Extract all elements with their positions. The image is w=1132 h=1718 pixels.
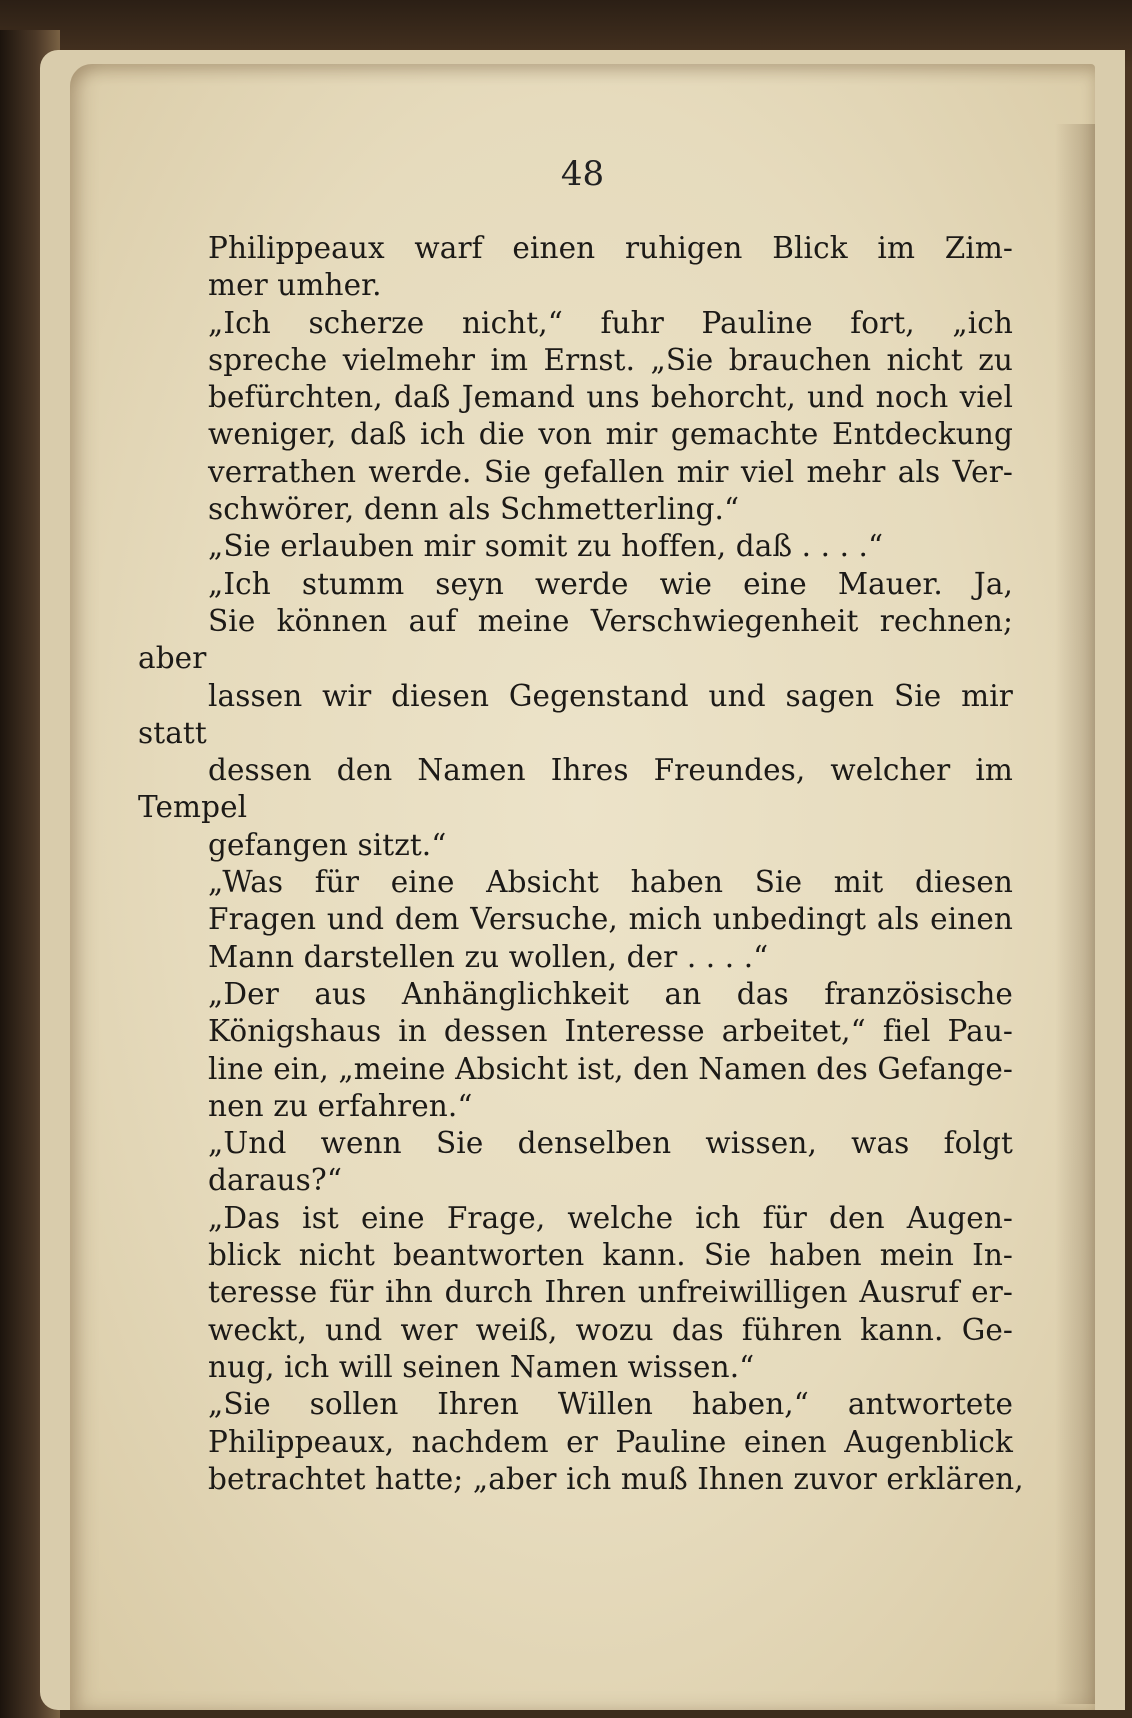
paragraph — [138, 864, 1013, 976]
text-line: gefangen sitzt.“ — [208, 827, 447, 862]
text-line: „Sie erlauben mir somit zu hoffen, daß . . . .“ — [208, 529, 884, 564]
text-line: Philippeaux, nachdem er Pauline einen Augenblick — [208, 1424, 1013, 1459]
text-line: weniger, daß ich die von mir gemachte Entdeckung — [208, 417, 1013, 452]
text-line: Sie können auf meine Verschwiegenheit rechnen; aber — [138, 603, 1013, 676]
text-line: daraus?“ — [208, 1163, 342, 1198]
paragraph — [138, 1386, 1024, 1498]
text-line: lassen wir diesen Gegenstand und sagen Sie mir statt — [138, 678, 1013, 750]
text-line: „Der aus Anhänglichkeit an das französische — [208, 976, 1013, 1011]
paragraph — [138, 230, 1013, 305]
text-line: „Das ist eine Frage, welche ich für den Augen- — [208, 1200, 1013, 1235]
text-line: Fragen und dem Versuche, mich unbedingt als einen — [208, 902, 1013, 937]
text-line: mer umher. — [208, 268, 382, 303]
paragraph — [138, 1200, 1013, 1386]
paragraph — [138, 1125, 1013, 1200]
text-line: betrachtet hatte; „aber ich muß Ihnen zuvor erklären, — [208, 1461, 1024, 1496]
text-line: schwörer, denn als Schmetterling.“ — [208, 492, 740, 527]
text-line: weckt, und wer weiß, wozu das führen kann. Ge- — [208, 1312, 1013, 1347]
text-line: „Und wenn Sie denselben wissen, was folgt — [208, 1126, 1013, 1161]
paragraph — [138, 976, 1013, 1125]
text-line: „Was für eine Absicht haben Sie mit diesen — [208, 865, 1013, 900]
text-line: Königshaus in dessen Interesse arbeitet,“ fiel Pau- — [208, 1014, 1013, 1049]
text-line: nug, ich will seinen Namen wissen.“ — [208, 1349, 755, 1384]
text-line: „Ich stumm seyn werde wie eine Mauer. Ja, — [208, 566, 1013, 601]
text-line: befürchten, daß Jemand uns behorcht, und noch viel — [208, 380, 1013, 415]
page-gutter — [1055, 124, 1095, 1704]
paragraph — [138, 566, 1013, 864]
paragraph — [138, 305, 1013, 529]
text-line: „Sie sollen Ihren Willen haben,“ antwortete — [208, 1387, 1013, 1422]
page-text — [138, 230, 1024, 1498]
text-line: Philippeaux warf einen ruhigen Blick im Zim- — [208, 231, 1013, 265]
text-line: line ein, „meine Absicht ist, den Namen des Gefange- — [208, 1051, 1013, 1086]
text-line: dessen den Namen Ihres Freundes, welcher im Tempel — [138, 753, 1013, 825]
text-line: verrathen werde. Sie gefallen mir viel mehr als Ver- — [208, 454, 1013, 489]
text-line: Mann darstellen zu wollen, der . . . .“ — [208, 939, 769, 974]
text-line: teresse für ihn durch Ihren unfreiwilligen Ausruf er- — [208, 1275, 1013, 1310]
text-line: „Ich scherze nicht,“ fuhr Pauline fort, „ich — [208, 305, 1013, 340]
paragraph — [138, 528, 1013, 565]
text-line: spreche vielmehr im Ernst. „Sie brauchen nicht zu — [208, 342, 1013, 377]
page-number: 48 — [560, 154, 605, 194]
text-line: nen zu erfahren.“ — [208, 1088, 473, 1123]
text-line: blick nicht beantworten kann. Sie haben mein In- — [208, 1238, 1013, 1273]
